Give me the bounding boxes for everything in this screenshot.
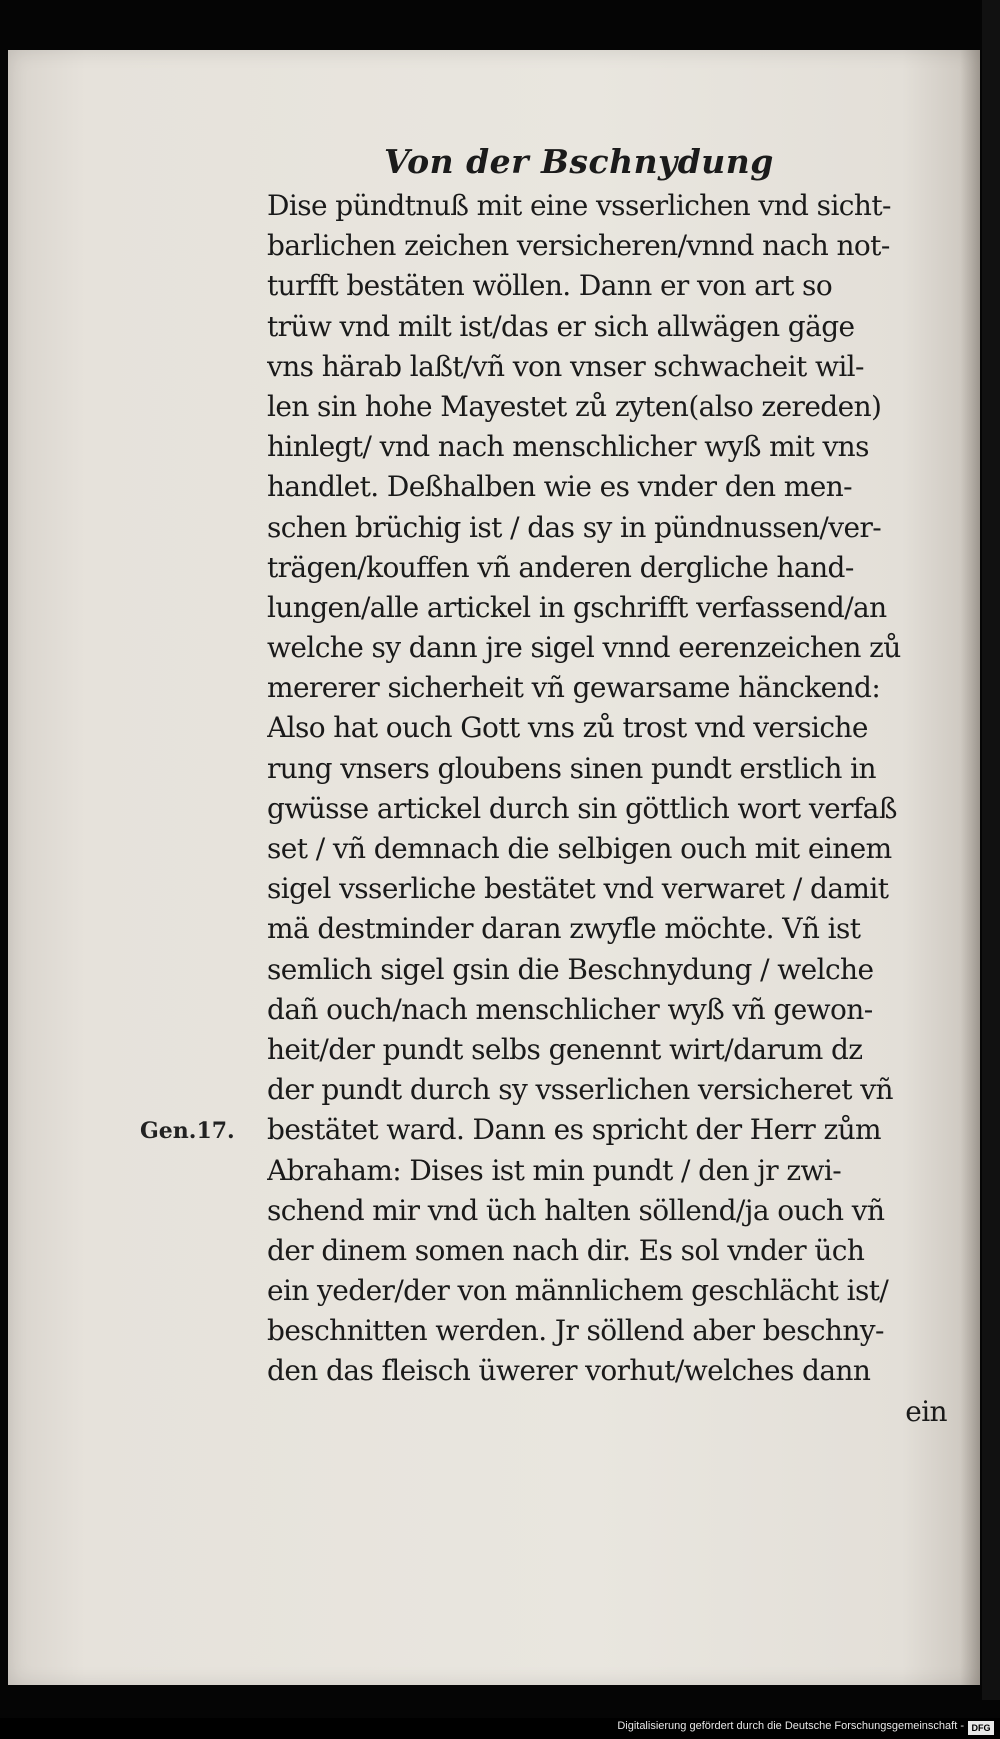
text-line: welche sy dann jre sigel vnnd eerenzeichen zů [267, 631, 901, 665]
text-line: mererer sicherheit vñ gewarsame hänckend: [267, 671, 881, 705]
dfg-logo: DFG [968, 1721, 994, 1735]
footer-bar [0, 1718, 1000, 1739]
text-line: beschnitten werden. Jr söllend aber beschny- [267, 1314, 884, 1348]
text-line: Abraham: Dises ist min pundt / den jr zwi- [267, 1153, 842, 1187]
text-line: der pundt durch sy vsserlichen versicheret vñ [267, 1073, 893, 1107]
text-block [267, 186, 957, 1432]
text-line: trüw vnd milt ist/das er sich allwägen gäge [267, 309, 855, 343]
text-line: vns härab laßt/vñ von vnser schwacheit wil- [267, 349, 864, 383]
text-line: turfft bestäten wöllen. Dann er von art so [267, 269, 833, 303]
text-line: sigel vsserliche bestätet vnd verwaret / damit [267, 872, 889, 906]
text-line: der dinem somen nach dir. Es sol vnder üch [267, 1233, 865, 1267]
text-line: rung vnsers gloubens sinen pundt erstlich in [267, 751, 876, 785]
text-line: lungen/alle artickel in gschrifft verfassend/an [267, 590, 887, 624]
text-line: bestätet ward. Dann es spricht der Herr zům [267, 1113, 881, 1147]
running-head: Von der Bschnydung [384, 142, 774, 181]
text-line: mä destminder daran zwyfle möchte. Vñ ist [267, 912, 861, 946]
text-line: handlet. Deßhalben wie es vnder den men- [267, 470, 853, 504]
text-line: Dise pündtnuß mit eine vsserlichen vnd sicht- [267, 189, 891, 222]
text-line: trägen/kouffen vñ anderen dergliche hand- [267, 550, 854, 584]
text-line: Also hat ouch Gott vns zů trost vnd versiche [267, 711, 868, 745]
text-line: heit/der pundt selbs genennt wirt/darum dz [267, 1032, 863, 1066]
text-line: gwüsse artickel durch sin göttlich wort verfaß [267, 791, 897, 825]
footer-credit: Digitalisierung gefördert durch die Deutsche Forschungsgemeinschaft - [617, 1720, 964, 1732]
text-line: dañ ouch/nach menschlicher wyß vñ gewon- [267, 992, 873, 1026]
text-line: schen brüchig ist / das sy in pündnussen/ver- [267, 510, 882, 544]
page-edge-shadow [960, 50, 980, 1685]
marginal-note: Gen.17. [140, 1118, 235, 1144]
text-line: schend mir vnd üch halten söllend/ja ouch vñ [267, 1193, 885, 1227]
text-line: hinlegt/ vnd nach menschlicher wyß mit vns [267, 430, 869, 464]
text-line: set / vñ demnach die selbigen ouch mit einem [267, 832, 892, 865]
text-line: len sin hohe Mayestet zů zyten(also zereden) [267, 389, 882, 423]
text-line: semlich sigel gsin die Beschnydung / welche [267, 952, 874, 986]
text-line: barlichen zeichen versicheren/vnnd nach not- [267, 229, 890, 263]
book-spine [982, 0, 1000, 1700]
catchword: ein [905, 1394, 947, 1428]
text-line: den das fleisch üwerer vorhut/welches dann [267, 1354, 871, 1388]
text-line: ein yeder/der von männlichem geschlächt ist/ [267, 1274, 889, 1308]
